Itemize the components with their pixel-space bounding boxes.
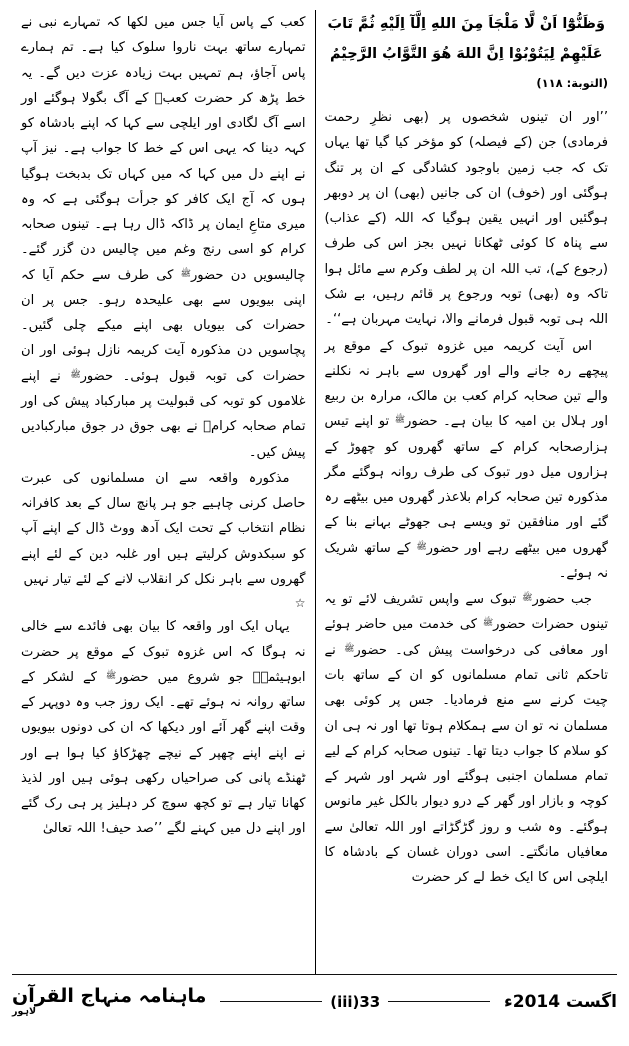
magazine-city: لاہور (12, 1005, 37, 1017)
issue-date: اگست 2014ء (504, 991, 617, 1012)
two-column-layout (12, 10, 617, 975)
paragraph: ’’اور ان تینوں شخصوں پر (بھی نظرِ رحمت فرمادی) جن (کے فیصلہ) کو مؤخر کیا گیا تھا یہاں تک کہ جب زمین باوجود کشادگی کے ان پر تنگ ہوگئی اور (خوف) ان کی جانیں (بھی) ان پر دوبھر ہوگئیں اور انہیں یقین ہوگیا کہ اللہ (کے عذاب) سے پناہ کا کوئی ٹھکانا نہیں بجز اس کی طرف (رجوع کے)، تب اللہ ان پر لطف وکرم سے مائل ہوا تاکہ وہ (بھی) توبہ ورجوع پر قائم رہیں، بے شک اللہ ہی توبہ قبول فرمانے والا، نہایت مہربان ہے‘‘۔ (324, 110, 608, 328)
quran-verse (325, 10, 609, 99)
page-number: 33(iii) (330, 992, 381, 1011)
paragraph: اس آیت کریمہ میں غزوہ تبوک کے موقع پر پیچھے رہ جانے والے اور گھروں سے باہر نہ نکلنے والے تین صحابہ کرام کعب بن مالک، مرارہ بن ربیع اور ہلال بن امیہ کا بیان ہے۔ حضور$^ﷺ$ تو اپنے تیس ہزارصحابہ کرام کے ساتھ گھروں کو چھوڑ کے ہزاروں میل دور تبوک کی طرف روانہ ہوگئے مگر مذکورہ تین صحابہ کرام بلاعذر گھروں میں بیٹھے رہ گئے اور منافقین تو ویسے ہی جھوٹے بہانے بنا کے گھروں میں بیٹھے رہے اور حضور$^ﷺ$ کے ساتھ شریک نہ ہوئے۔ (324, 338, 609, 581)
page-number-container (216, 993, 494, 1011)
quran-verse-reference: (التوبة: ۱۱۸) (536, 76, 608, 91)
magazine-title: ماہنامہ منہاج القرآن (12, 985, 207, 1007)
quran-verse-text: وَظَنُّوْٓا اَنْ لَّا مَلْجَاَ مِنَ اللهِ اِلَّآ اِلَیْهِ ثُمَّ تَابَ عَلَیْهِمْ لِیَتُوْبُوْا اِنَّ اللهَ هُوَ التَّوَّابُ الرَّحِیْمُ (327, 16, 605, 62)
section-divider-star: ☆ (294, 596, 306, 611)
column-left (12, 10, 315, 975)
magazine-masthead (12, 986, 206, 1018)
paragraph: یہاں ایک اور واقعہ کا بیان بھی فائدے سے خالی نہ ہوگا کہ اس غزوہ تبوک کے موقع پر حضرت ابوہیثمہؓ جو شروع میں حضور$^ﷺ$ کے لشکر کے ساتھ روانہ نہ ہوئے تھے۔ ایک روز جب وہ دوپہر کے وقت اپنے گھر آئے اور دیکھا کہ ان کی دونوں بیویوں نے اپنے اپنے چھپر کے نیچے چھڑکاؤ کیا ہوا ہے اور ٹھنڈے پانی کی صراحیاں رکھی ہوئی ہیں اور لذیذ کھانا تیار ہے تو کچھ سوچ کر دہلیز پر ہی رک گئے اور اپنے دل میں کہنے لگے ’’صد حیف! اللہ تعالیٰ (21, 619, 306, 837)
paragraph: جب حضور$^ﷺ$ تبوک سے واپس تشریف لائے تو یہ تینوں حضرات حضور$^ﷺ$ کی خدمت میں حاضر ہوئے اور معافی کی درخواست پیش کی۔ حضور$^ﷺ$ نے تاحکم ثانی تمام مسلمانوں کو ان کے ساتھ بات چیت کرنے سے منع فرمادیا۔ جس پر کوئی بھی مسلمان نہ تو ان سے ہمکلام ہوتا تھا اور نہ ہی ان کو سلام کا جواب دیتا تھا۔ تینوں صحابہ کرام کے لیے تمام مسلمان اجنبی ہوگئے اور شہر اور شہر کے کوچہ و بازار اور گھر کے درو دیوار بالکل غیر مانوس ہوگئے۔ وہ شب و روز گڑگڑاتے اور اللہ تعالیٰ سے معافیاں مانگتے۔ اسی دوران غسان کے بادشاہ کا ایلچی اس کا ایک خط لے کر حضرت (324, 592, 608, 886)
column-right (315, 10, 618, 975)
footer-divider (12, 974, 617, 975)
footer-row (12, 986, 617, 1018)
paragraph: مذکورہ واقعہ سے ان مسلمانوں کی عبرت حاصل کرنی چاہیے جو ہر پانچ سال کے بعد کافرانہ نظام انتخاب کے تحت ایک آدھ ووٹ ڈال کے اپنے آپ کو سبکدوش کرلیتے ہیں اور غلبہ دین کے لئے اپنے گھروں سے باہر نکل کر انقلاب لانے کے لئے تیار نہیں (21, 470, 306, 587)
page-footer (0, 968, 629, 1046)
paragraph: کعب کے پاس آیا جس میں لکھا کہ تمہارے نبی نے تمہارے ساتھ بہت ناروا سلوک کیا ہے۔ تم ہمارے پاس آجاؤ، ہم تمہیں بہت زیادہ عزت دیں گے۔ یہ خط پڑھ کر حضرت کعبؓ کے آگ بگولا ہوگئے اور اسے آگ لگادی اور ایلچی سے کہا کہ اپنے بادشاہ کو کہہ دینا کہ یہی اس کے خط کا جواب ہے۔ نیز آپ نے اپنے دل میں کہا کہ میں کہاں تک بدبخت ہوگیا ہوں کہ آج ایک کافر کو جرأت ہوگئی ہے کہ وہ میری متاعِ ایمان پر ڈاکہ ڈال رہا ہے۔ تینوں صحابہ کرام کو اسی رنج وغم میں چالیس دن گزر گئے۔ چالیسویں دن حضور$^ﷺ$ کی طرف سے حکم آیا کہ اپنی بیویوں سے بھی علیحدہ رہو۔ جس پر ان حضرات کی بیویاں بھی اپنے میکے چلی گئیں۔ پچاسویں دن مذکورہ آیت کریمہ نازل ہوئی اور ان حضرات کی توبہ قبول ہوئی۔ حضور$^ﷺ$ نے اپنے غلاموں کو توبہ کی قبولیت پر مبارکباد پیش کی اور تمام صحابہ کرامؓ نے بھی جوق در جوق مبارکبادیں پیش کیں۔ (21, 15, 306, 460)
